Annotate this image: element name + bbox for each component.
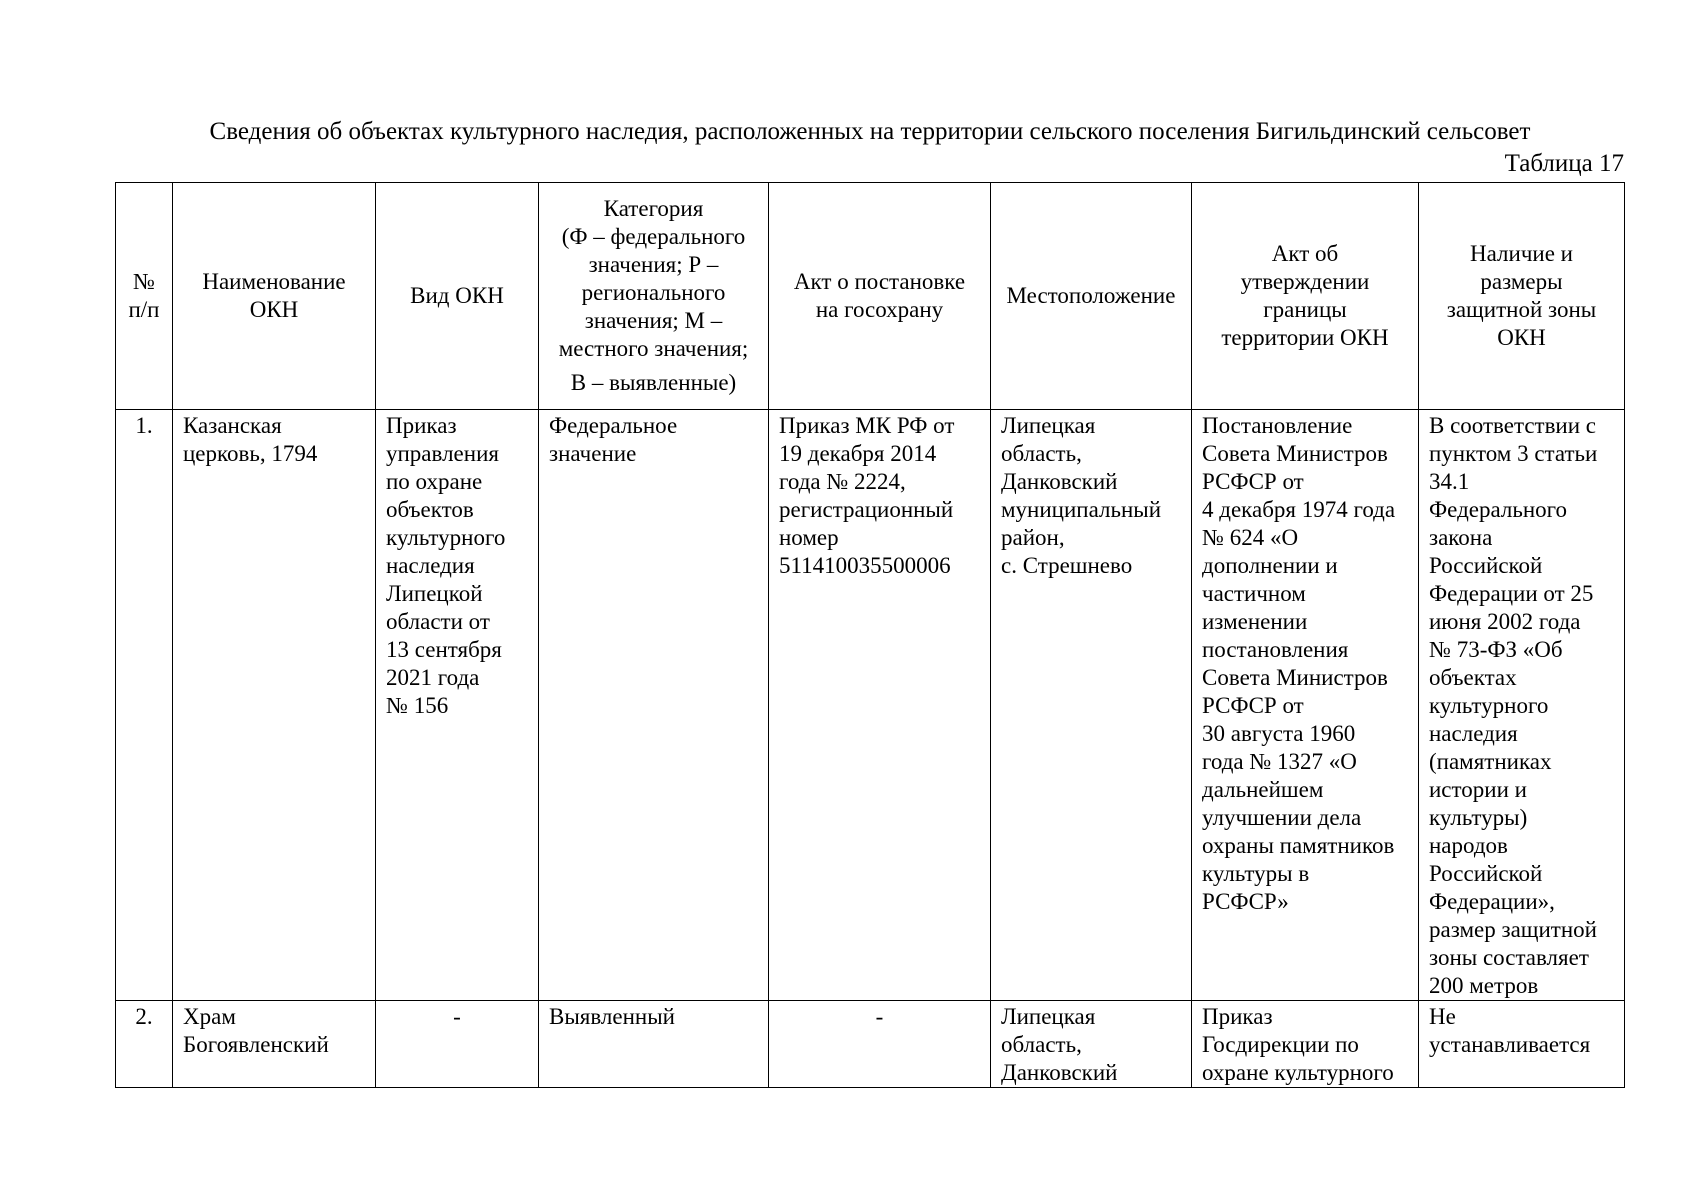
cell-act-border: Приказ Госдирекции по охране культурного — [1192, 1001, 1419, 1088]
cell-type: Приказ управления по охране объектов культурного наследия Липецкой области от 13 сентября 2021 года № 156 — [376, 410, 539, 1001]
header-act-protection: Акт о постановке на госохрану — [769, 183, 991, 410]
header-type: Вид ОКН — [376, 183, 539, 410]
header-category-main: Категория (Ф – федерального значения; Р – регионального значения; М – местного значения; — [558, 196, 749, 361]
header-protective-zone: Наличие и размеры защитной зоны ОКН — [1419, 183, 1625, 410]
cell-protective-zone: В соответствии с пунктом 3 статьи 34.1 Федерального закона Российской Федерации от 25 июня 2002 года № 73-ФЗ «Об объектах культурного наследия (памятниках истории и культуры) народов Российской Федерации», размер защитной зоны составляет 200 метров — [1419, 410, 1625, 1001]
header-category-note: В – выявленные) — [570, 370, 737, 395]
table-row — [116, 1001, 1625, 1088]
cell-category: Федеральное значение — [539, 410, 769, 1001]
header-category — [539, 183, 769, 410]
header-location: Местоположение — [991, 183, 1192, 410]
table-row — [116, 410, 1625, 1001]
cell-location: Липецкая область, Данковский муниципальный район, с. Стрешнево — [991, 410, 1192, 1001]
cell-act-protection: Приказ МК РФ от 19 декабря 2014 года № 2224, регистрационный номер 511410035500006 — [769, 410, 991, 1001]
cell-num: 1. — [116, 410, 173, 1001]
table-header-row — [116, 183, 1625, 410]
cell-location: Липецкая область, Данковский — [991, 1001, 1192, 1088]
document-title: Сведения об объектах культурного наследия, расположенных на территории сельского поселения Бигильдинский сельсовет — [209, 118, 1531, 145]
header-num: № п/п — [116, 183, 173, 410]
cell-act-protection: - — [769, 1001, 991, 1088]
cell-protective-zone: Не устанавливается — [1419, 1001, 1625, 1088]
okn-table — [115, 182, 1625, 1088]
table-caption: Таблица 17 — [1504, 150, 1624, 177]
cell-num: 2. — [116, 1001, 173, 1088]
header-name: Наименование ОКН — [173, 183, 376, 410]
cell-name: Казанская церковь, 1794 — [173, 410, 376, 1001]
cell-category: Выявленный — [539, 1001, 769, 1088]
cell-act-border: Постановление Совета Министров РСФСР от 4 декабря 1974 года № 624 «О дополнении и частичном изменении постановления Совета Министров РСФСР от 30 августа 1960 года № 1327 «О дальнейшем улучшении дела охраны памятников культуры в РСФСР» — [1192, 410, 1419, 1001]
cell-name: Храм Богоявленский — [173, 1001, 376, 1088]
cell-type: - — [376, 1001, 539, 1088]
header-act-border: Акт об утверждении границы территории ОКН — [1192, 183, 1419, 410]
